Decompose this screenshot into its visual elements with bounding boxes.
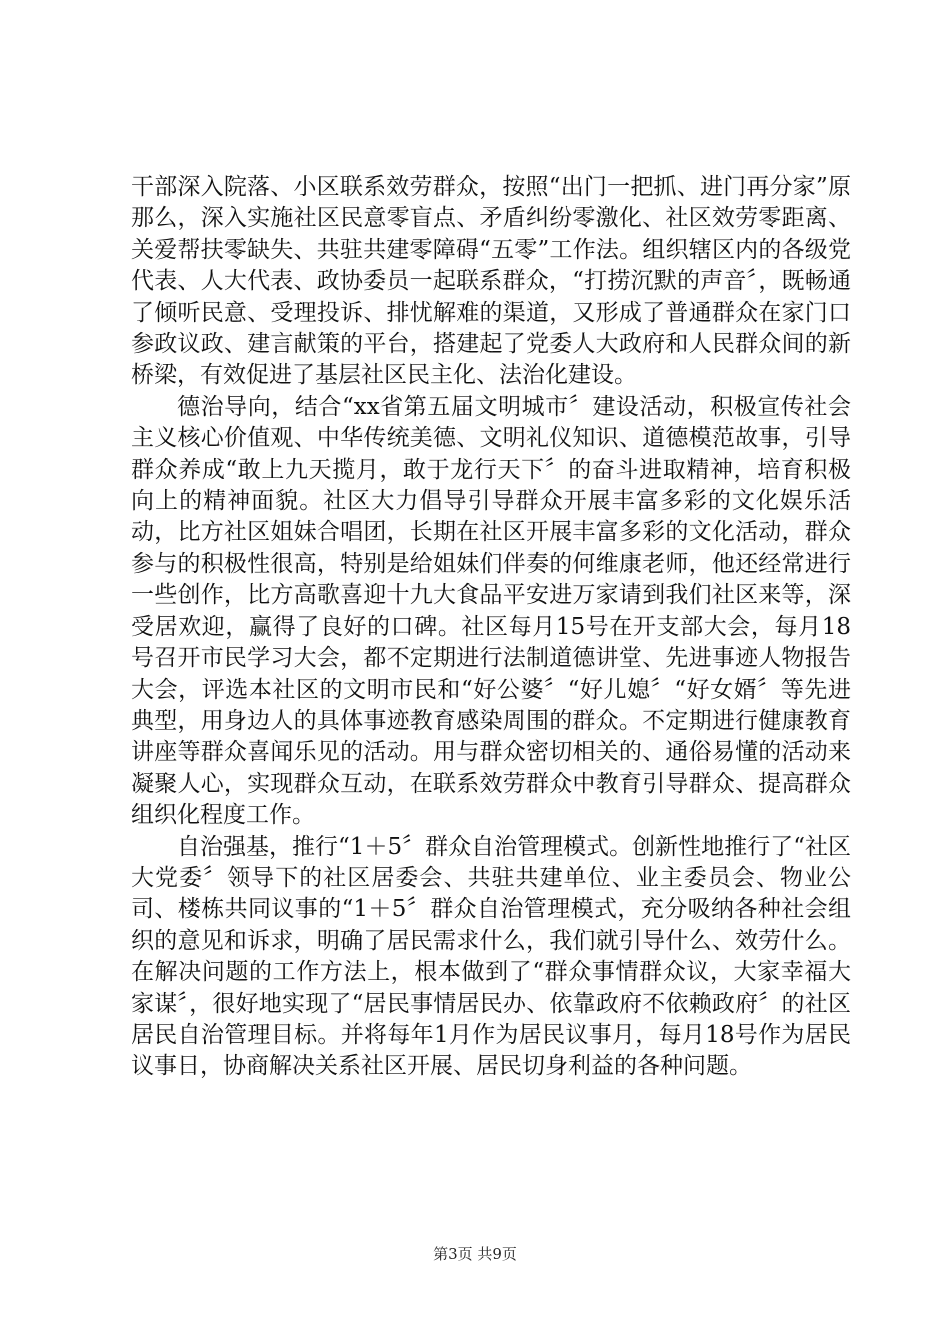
document-body bbox=[131, 172, 851, 1083]
page-number-footer: 第3页 共9页 bbox=[433, 1245, 517, 1263]
paragraph-2: 德治导向，结合“xx省第五届文明城市〞建设活动，积极宣传社会主义核心价值观、中华传统美德、文明礼仪知识、道德模范故事，引导群众养成“敢上九天揽月，敢于龙行天下〞的奋斗进取精神，培育积极向上的精神面貌。社区大力倡导引导群众开展丰富多彩的文化娱乐活动，比方社区姐妹合唱团，长期在社区开展丰富多彩的文化活动，群众参与的积极性很高，特别是给姐妹们伴奏的何维康老师，他还经常进行一些创作，比方高歌喜迎十九大食品平安进万家请到我们社区来等，深受居欢迎，赢得了良好的口碑。社区每月15号在开支部大会，每月18号召开市民学习大会，都不定期进行法制道德讲堂、先进事迹人物报告大会，评选本社区的文明市民和“好公婆〞“好儿媳〞“好女婿〞等先进典型，用身边人的具体事迹教育感染周围的群众。不定期进行健康教育讲座等群众喜闻乐见的活动。用与群众密切相关的、通俗易懂的活动来凝聚人心，实现群众互动，在联系效劳群众中教育引导群众、提高群众组织化程度工作。 bbox=[131, 393, 851, 829]
paragraph-1: 干部深入院落、小区联系效劳群众，按照“出门一把抓、进门再分家”原那么，深入实施社区民意零盲点、矛盾纠纷零激化、社区效劳零距离、关爱帮扶零缺失、共驻共建零障碍“五零”工作法。组织辖区内的各级党代表、人大代表、政协委员一起联系群众，“打捞沉默的声音〞，既畅通了倾听民意、受理投诉、排忧解难的渠道，又形成了普通群众在家门口参政议政、建言献策的平台，搭建起了党委人大政府和人民群众间的新桥梁，有效促进了基层社区民主化、法治化建设。 bbox=[131, 174, 851, 389]
paragraph-3: 自治强基，推行“1＋5〞群众自治管理模式。创新性地推行了“社区大党委〞领导下的社区居委会、共驻共建单位、业主委员会、物业公司、楼栋共同议事的“1＋5〞群众自治管理模式，充分吸纳各种社会组织的意见和诉求，明确了居民需求什么，我们就引导什么、效劳什么。在解决问题的工作方法上，根本做到了“群众事情群众议，大家幸福大家谋〞，很好地实现了“居民事情居民办、依靠政府不依赖政府〞的社区居民自治管理目标。并将每年1月作为居民议事月，每月18号作为居民议事日，协商解决关系社区开展、居民切身利益的各种问题。 bbox=[131, 833, 851, 1080]
